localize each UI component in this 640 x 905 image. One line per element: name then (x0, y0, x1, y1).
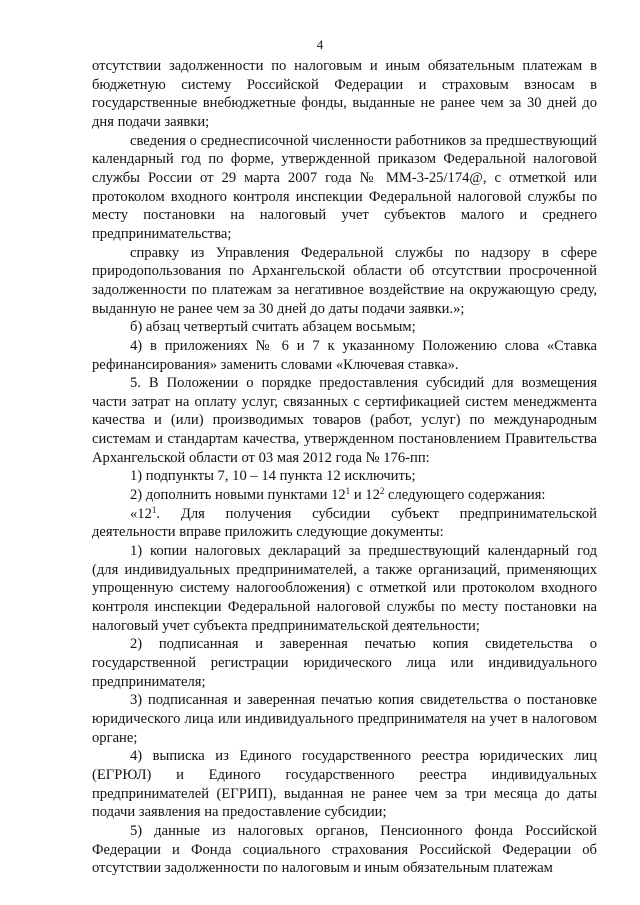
text-segment: . Для получения субсидии субъект предпринимательской деятельности вправе приложить следующие документы: (92, 505, 597, 541)
superscript: 1 (345, 486, 351, 497)
paragraph-doc-5-tax-data: 5) данные из налоговых органов, Пенсионного фонда Российской Федерации и Фонда социального страхования Российской Федерации об отсутствии задолженности по налоговым и иным обязательным платежам (92, 822, 597, 877)
paragraph-doc-2-registration: 2) подписанная и заверенная печатью копия свидетельства о государственной регистрации юридического лица или индивидуального предпринимателя; (92, 636, 597, 690)
paragraph-headcount-info: сведения о среднесписочной численности работников за предшествующий календарный год по форме, утвержденной приказом Федеральной налоговой службы России от 29 марта 2007 года № ММ-3-25/174@, с отметкой или протоколом входного контроля инспекции Федеральной налоговой службы по месту постановки на налоговый учет субъектов малого и среднего предпринимательства; (92, 132, 597, 242)
paragraph-doc-4-registry-extract: 4) выписка из Единого государственного реестра юридических лиц (ЕГРЮЛ) и Единого государственного реестра индивидуальных предпринимателей (ЕГРИП), выданная не ранее чем за три месяца до даты подачи заявления на предоставление субсидии; (92, 748, 597, 821)
paragraph-subitem-1-exclude: 1) подпункты 7, 10 – 14 пункта 12 исключить; (130, 468, 416, 485)
paragraph-doc-3-tax-registration: 3) подписанная и заверенная печатью копия свидетельства о постановке юридического лица или индивидуального предпринимателя на учет в налоговом органе; (92, 692, 597, 746)
paragraph-point-12-1 (92, 505, 597, 542)
paragraph-item-4: 4) в приложениях № 6 и 7 к указанному Положению слова «Ставка рефинансирования» заменить словами «Ключевая ставка». (92, 337, 597, 373)
text-segment: «12 (130, 505, 152, 522)
text-segment: 2) дополнить новыми пунктами 12 (130, 487, 346, 504)
superscript: 2 (379, 486, 385, 497)
paragraph-subitem-2-add (92, 486, 597, 505)
paragraph-continuation: отсутствии задолженности по налоговым и иным обязательным платежам в бюджетную систему Российской Федерации и страховым взносам в государственные внебюджетные фонды, выданные не ранее чем за 30 дней до дня подачи заявки; (92, 58, 597, 130)
paragraph-nature-certificate: справку из Управления Федеральной службы по надзору в сфере природопользования по Архангельской области об отсутствии просроченной задолженности по платежам за негативное воздействие на окружающую среду, выданную не ранее чем за 30 дней до даты подачи заявки.»; (92, 244, 597, 317)
paragraph-doc-1-tax-declarations: 1) копии налоговых деклараций за предшествующий календарный год (для индивидуальных предпринимателей, а также организаций, применяющих упрощенную систему налогообложения) с отметкой или протоколом входного контроля инспекции Федеральной налоговой службы по месту постановки на налоговый учет субъекта предпринимательской деятельности; (92, 543, 597, 634)
superscript: 1 (151, 504, 157, 515)
text-segment: следующего содержания: (384, 487, 546, 504)
paragraph-item-b: б) абзац четвертый считать абзацем восьмым; (130, 319, 416, 336)
document-body (92, 57, 597, 878)
text-segment: и 12 (350, 487, 380, 504)
page-number: 4 (316, 37, 324, 52)
paragraph-item-5: 5. В Положении о порядке предоставления субсидий для возмещения части затрат на оплату услуг, связанных с сертификацией систем менеджмента качества и (или) производимых товаров (работ, услуг) по международным системам и стандартам качества, утвержденном постановлением Правительства Архангельской области от 03 мая 2012 года № 176-пп: (92, 375, 597, 466)
